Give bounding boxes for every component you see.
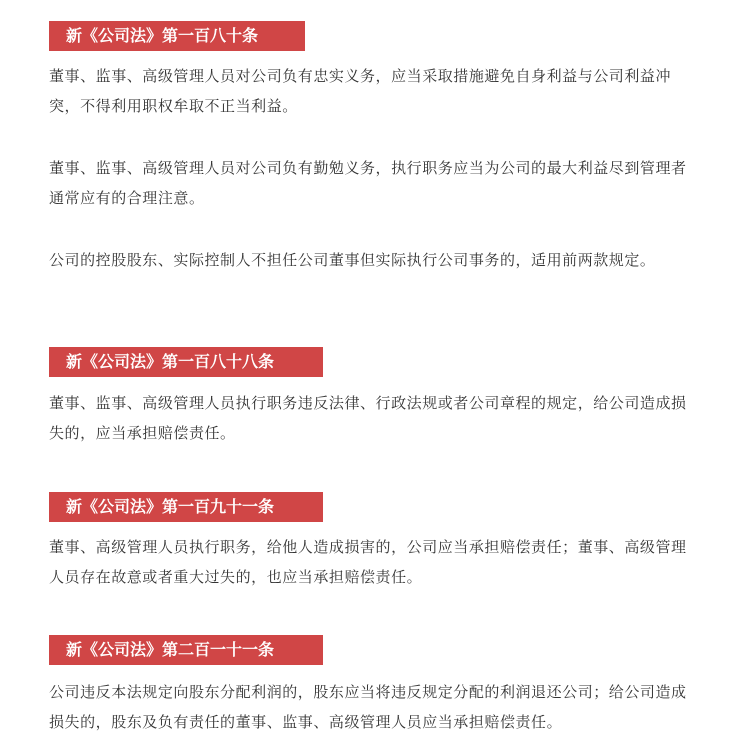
section-heading-188: 新《公司法》第一百八十八条 <box>49 347 323 377</box>
paragraph-191-1: 董事、高级管理人员执行职务，给他人造成损害的，公司应当承担赔偿责任；董事、高级管理人员存在故意或者重大过失的，也应当承担赔偿责任。 <box>49 538 687 586</box>
section-heading-211: 新《公司法》第二百一十一条 <box>49 635 323 665</box>
paragraph-211-1: 公司违反本法规定向股东分配利润的，股东应当将违反规定分配的利润退还公司；给公司造成损失的，股东及负有责任的董事、监事、高级管理人员应当承担赔偿责任。 <box>49 683 687 731</box>
paragraph-180-1: 董事、监事、高级管理人员对公司负有忠实义务，应当采取措施避免自身利益与公司利益冲突，不得利用职权牟取不正当利益。 <box>49 67 672 115</box>
paragraph-180-2: 董事、监事、高级管理人员对公司负有勤勉义务，执行职务应当为公司的最大利益尽到管理者通常应有的合理注意。 <box>49 159 687 207</box>
paragraph-188-1: 董事、监事、高级管理人员执行职务违反法律、行政法规或者公司章程的规定，给公司造成损失的，应当承担赔偿责任。 <box>49 394 687 442</box>
section-heading-191: 新《公司法》第一百九十一条 <box>49 492 323 522</box>
section-heading-180: 新《公司法》第一百八十条 <box>49 21 305 51</box>
paragraph-180-3: 公司的控股股东、实际控制人不担任公司董事但实际执行公司事务的，适用前两款规定。 <box>49 251 656 269</box>
